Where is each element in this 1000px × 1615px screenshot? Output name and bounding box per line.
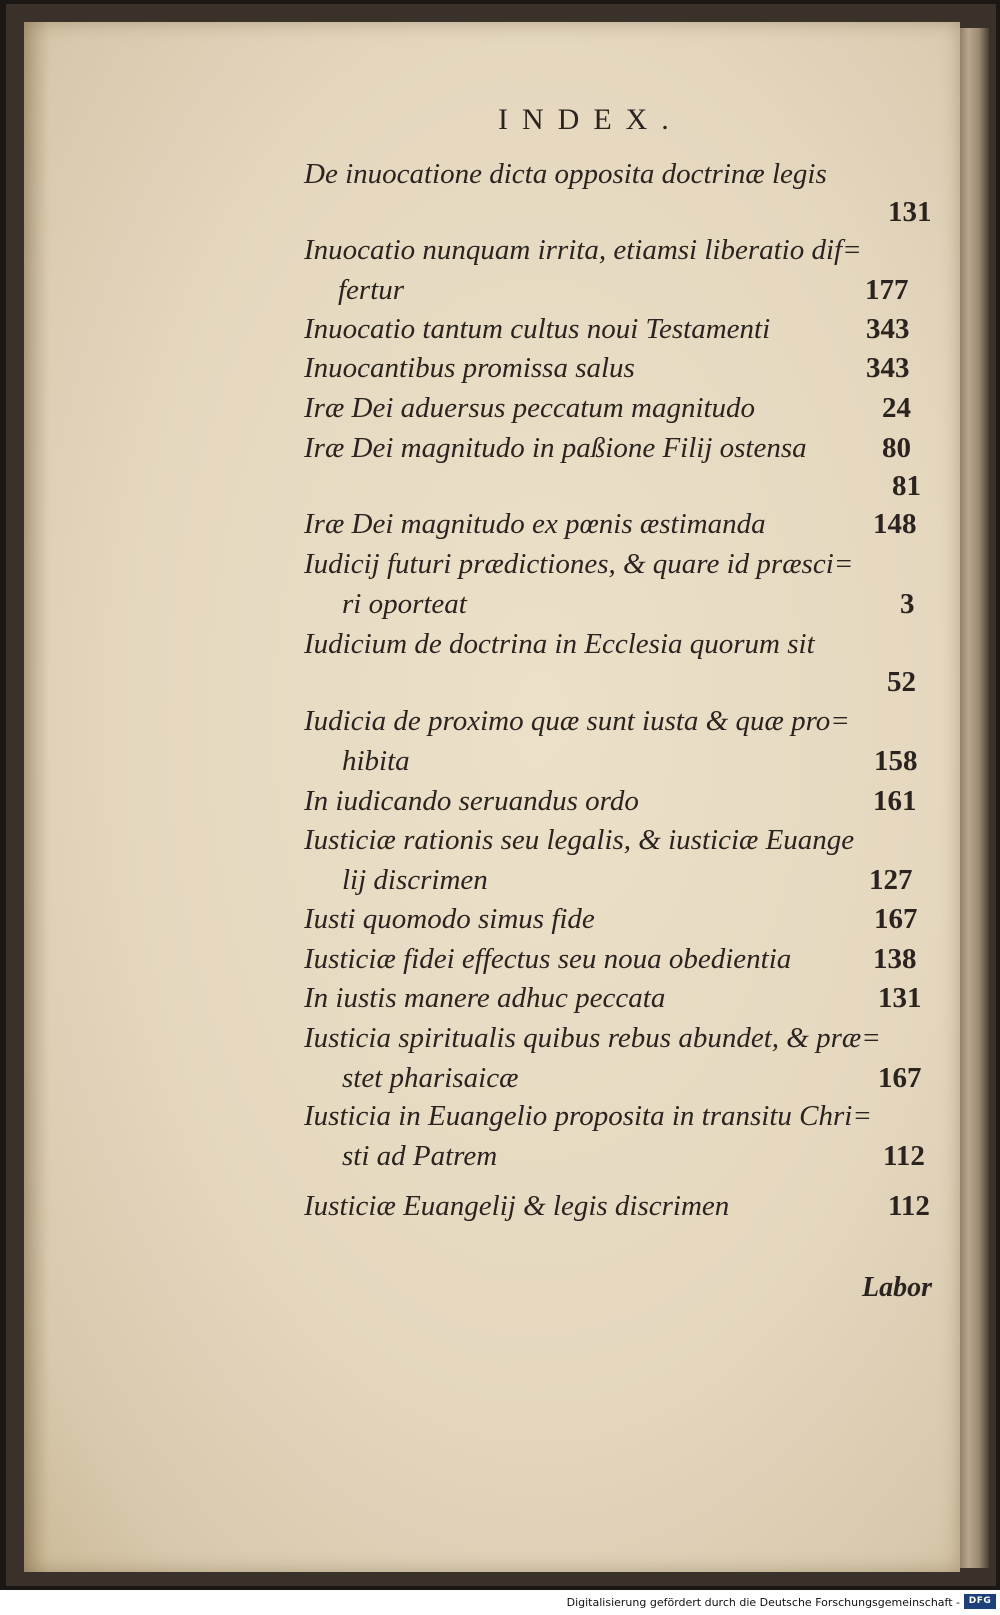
page-number: 127 (869, 864, 913, 896)
page-number: 81 (892, 470, 921, 502)
page-number: 112 (883, 1140, 925, 1172)
page-number: 80 (882, 432, 911, 464)
page-gutter (24, 22, 50, 1572)
page-number: 148 (873, 508, 917, 540)
index-entry: Iræ Dei magnitudo in paßione Filij ostensa (304, 432, 807, 464)
index-entry: Iusticiæ Euangelij & legis discrimen (304, 1190, 730, 1222)
index-entry-continuation: sti ad Patrem (342, 1140, 498, 1172)
index-entry: Iusticia spiritualis quibus rebus abundet, & præ= (304, 1022, 881, 1054)
page-number: 131 (878, 982, 922, 1014)
page-number: 161 (873, 785, 917, 817)
index-entry-continuation: hibita (342, 745, 410, 777)
index-entry: Iusti quomodo simus fide (304, 903, 595, 935)
dfg-logo: DFG (964, 1594, 996, 1609)
catchword: Labor (862, 1272, 932, 1303)
index-entry: Iudicij futuri prædictiones, & quare id præsci= (304, 548, 854, 580)
page-number: 177 (865, 274, 909, 306)
page-number: 138 (873, 943, 917, 975)
page-number: 158 (874, 745, 918, 777)
index-entry: Inuocantibus promissa salus (304, 352, 635, 384)
index-entry: In iustis manere adhuc peccata (304, 982, 666, 1014)
page-number: 167 (874, 903, 918, 935)
index-entry-continuation: ri oporteat (342, 588, 467, 620)
page-number: 24 (882, 392, 911, 424)
index-entry: Iusticiæ rationis seu legalis, & iusticiæ Euange (304, 824, 855, 856)
index-entry: Iusticiæ fidei effectus seu noua obedientia (304, 943, 792, 975)
page-header: INDEX. (498, 103, 683, 136)
page-number: 3 (900, 588, 915, 620)
page-number: 131 (888, 196, 932, 228)
digitization-credit: Digitalisierung gefördert durch die Deutsche Forschungsgemeinschaft - (566, 1596, 960, 1609)
index-entry-continuation: lij discrimen (342, 864, 488, 896)
index-entry-continuation: stet pharisaicæ (342, 1062, 519, 1094)
index-entry: Iudicium de doctrina in Ecclesia quorum sit (304, 628, 815, 660)
index-entry: Iudicia de proximo quæ sunt iusta & quæ pro= (304, 705, 850, 737)
page-number: 167 (878, 1062, 922, 1094)
index-entry-continuation: fertur (338, 274, 405, 306)
index-entry: Iræ Dei aduersus peccatum magnitudo (304, 392, 756, 424)
index-entry: Iræ Dei magnitudo ex pœnis æstimanda (304, 508, 766, 540)
page-edge (955, 28, 989, 1568)
page-number: 343 (866, 313, 910, 345)
index-entry: Inuocatio tantum cultus noui Testamenti (304, 313, 771, 345)
page-number: 112 (888, 1190, 930, 1222)
page-number: 52 (887, 666, 916, 698)
index-entry: De inuocatione dicta opposita doctrinæ legis (304, 158, 827, 190)
index-entry: Iusticia in Euangelio proposita in transitu Chri= (304, 1100, 872, 1132)
page-number: 343 (866, 352, 910, 384)
index-entry: In iudicando seruandus ordo (304, 785, 639, 817)
index-entry: Inuocatio nunquam irrita, etiamsi liberatio dif= (304, 234, 862, 266)
